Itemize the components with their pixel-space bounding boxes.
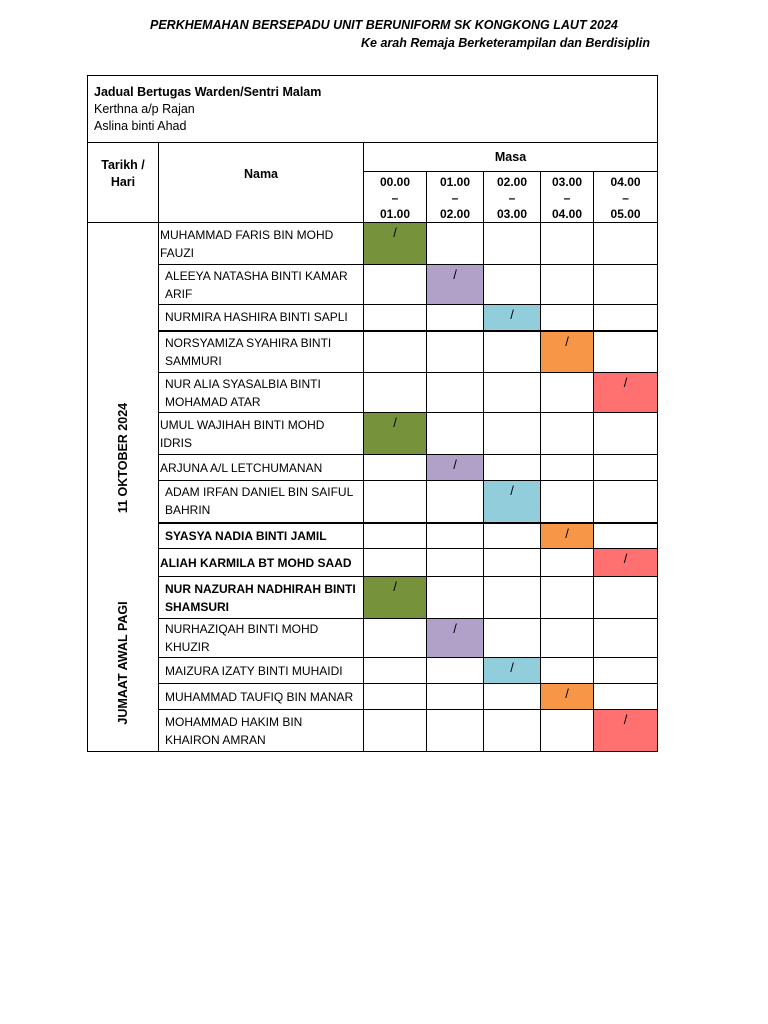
time-slot-header-1 (427, 172, 484, 223)
empty-slot-cell (541, 577, 594, 619)
empty-slot-cell (484, 455, 541, 481)
empty-slot-cell (364, 523, 427, 549)
time-slot-start: 04.00 (610, 175, 641, 189)
empty-slot-cell (594, 523, 658, 549)
duty-mark-cell: / (364, 413, 427, 455)
empty-slot-cell (541, 710, 594, 752)
duty-mark-cell: / (594, 549, 658, 577)
empty-slot-cell (541, 481, 594, 523)
table-row (88, 265, 658, 305)
day-label: JUMAAT AWAL PAGI (116, 601, 130, 725)
empty-slot-cell (541, 413, 594, 455)
empty-slot-cell (484, 619, 541, 658)
duty-mark-cell: / (594, 710, 658, 752)
warden-name-1: Kerthna a/p Rajan (94, 101, 195, 116)
empty-slot-cell (594, 684, 658, 710)
time-slot-end: 04.00 (551, 207, 583, 221)
empty-slot-cell (484, 710, 541, 752)
student-name: MAIZURA IZATY BINTI MUHAIDI (159, 658, 364, 684)
student-name: NURHAZIQAH BINTI MOHD KHUZIR (159, 619, 364, 658)
table-row (88, 223, 658, 265)
empty-slot-cell (541, 455, 594, 481)
time-slot-dash: – (508, 191, 516, 205)
time-slot-start: 01.00 (439, 175, 471, 189)
empty-slot-cell (541, 619, 594, 658)
empty-slot-cell (427, 684, 484, 710)
duty-mark-cell: / (594, 373, 658, 413)
student-name: NUR ALIA SYASALBIA BINTI MOHAMAD ATAR (159, 373, 364, 413)
time-slot-dash: – (622, 191, 629, 205)
time-slot-end: 02.00 (439, 207, 471, 221)
student-name: NURMIRA HASHIRA BINTI SAPLI (159, 305, 364, 331)
student-name: UMUL WAJIHAH BINTI MOHD IDRIS (159, 413, 364, 455)
empty-slot-cell (364, 265, 427, 305)
empty-slot-cell (427, 710, 484, 752)
table-row (88, 684, 658, 710)
column-header-masa: Masa (364, 143, 658, 172)
empty-slot-cell (484, 331, 541, 373)
time-slot-end: 03.00 (496, 207, 528, 221)
table-row (88, 523, 658, 549)
empty-slot-cell (364, 549, 427, 577)
empty-slot-cell (364, 455, 427, 481)
document-title: PERKHEMAHAN BERSEPADU UNIT BERUNIFORM SK KONGKONG LAUT 2024 (150, 18, 618, 32)
date-day-cell (88, 223, 159, 752)
empty-slot-cell (427, 577, 484, 619)
table-row (88, 658, 658, 684)
empty-slot-cell (364, 373, 427, 413)
roster-info (88, 76, 658, 143)
empty-slot-cell (594, 331, 658, 373)
empty-slot-cell (484, 413, 541, 455)
warden-name-2: Aslina binti Ahad (94, 118, 187, 133)
empty-slot-cell (484, 223, 541, 265)
time-slot-header-3 (541, 172, 594, 223)
student-name: MUHAMMAD TAUFIQ BIN MANAR (159, 684, 364, 710)
table-row (88, 619, 658, 658)
time-slot-end: 05.00 (610, 207, 641, 221)
duty-mark-cell: / (427, 265, 484, 305)
time-slot-dash: – (391, 191, 399, 205)
student-name: ADAM IRFAN DANIEL BIN SAIFUL BAHRIN (159, 481, 364, 523)
duty-mark-cell: / (364, 577, 427, 619)
empty-slot-cell (364, 684, 427, 710)
empty-slot-cell (364, 710, 427, 752)
empty-slot-cell (427, 523, 484, 549)
duty-mark-cell: / (541, 523, 594, 549)
table-row (88, 331, 658, 373)
empty-slot-cell (427, 373, 484, 413)
hari-label: Hari (110, 175, 136, 189)
table-row (88, 710, 658, 752)
empty-slot-cell (484, 523, 541, 549)
duty-mark-cell: / (427, 455, 484, 481)
student-name: ALIAH KARMILA BT MOHD SAAD (159, 549, 364, 577)
student-name: NUR NAZURAH NADHIRAH BINTI SHAMSURI (159, 577, 364, 619)
empty-slot-cell (484, 577, 541, 619)
roster-title: Jadual Bertugas Warden/Sentri Malam (94, 84, 322, 99)
table-row (88, 305, 658, 331)
time-slot-header-4 (594, 172, 658, 223)
empty-slot-cell (541, 223, 594, 265)
time-slot-end: 01.00 (379, 207, 411, 221)
empty-slot-cell (594, 481, 658, 523)
time-slot-header-2 (484, 172, 541, 223)
duty-mark-cell: / (364, 223, 427, 265)
empty-slot-cell (594, 619, 658, 658)
empty-slot-cell (594, 413, 658, 455)
student-name: SYASYA NADIA BINTI JAMIL (159, 523, 364, 549)
duty-mark-cell: / (541, 331, 594, 373)
student-name: MOHAMMAD HAKIM BIN KHAIRON AMRAN (159, 710, 364, 752)
empty-slot-cell (484, 684, 541, 710)
time-slot-dash: – (563, 191, 571, 205)
table-row (88, 455, 658, 481)
empty-slot-cell (427, 331, 484, 373)
student-name: ALEEYA NATASHA BINTI KAMAR ARIF (159, 265, 364, 305)
empty-slot-cell (364, 331, 427, 373)
student-name: NORSYAMIZA SYAHIRA BINTI SAMMURI (159, 331, 364, 373)
empty-slot-cell (594, 658, 658, 684)
empty-slot-cell (594, 265, 658, 305)
empty-slot-cell (541, 549, 594, 577)
empty-slot-cell (427, 658, 484, 684)
column-header-nama: Nama (159, 143, 364, 223)
empty-slot-cell (427, 549, 484, 577)
empty-slot-cell (364, 481, 427, 523)
empty-slot-cell (541, 658, 594, 684)
empty-slot-cell (594, 577, 658, 619)
tarikh-label: Tarikh / (101, 158, 145, 172)
empty-slot-cell (484, 549, 541, 577)
duty-mark-cell: / (484, 481, 541, 523)
student-name: ARJUNA A/L LETCHUMANAN (159, 455, 364, 481)
empty-slot-cell (427, 305, 484, 331)
empty-slot-cell (484, 265, 541, 305)
time-slot-start: 02.00 (496, 175, 528, 189)
empty-slot-cell (364, 305, 427, 331)
duty-mark-cell: / (427, 619, 484, 658)
empty-slot-cell (541, 305, 594, 331)
document-subtitle: Ke arah Remaja Berketerampilan dan Berdisiplin (361, 36, 650, 50)
empty-slot-cell (364, 658, 427, 684)
empty-slot-cell (427, 223, 484, 265)
empty-slot-cell (484, 373, 541, 413)
empty-slot-cell (427, 413, 484, 455)
empty-slot-cell (594, 455, 658, 481)
duty-mark-cell: / (484, 658, 541, 684)
empty-slot-cell (541, 265, 594, 305)
table-row (88, 413, 658, 455)
table-row (88, 373, 658, 413)
table-row (88, 481, 658, 523)
date-label: 11 OKTOBER 2024 (116, 402, 130, 514)
time-slot-start: 03.00 (551, 175, 583, 189)
time-slot-header-0 (364, 172, 427, 223)
time-slot-start: 00.00 (379, 175, 411, 189)
empty-slot-cell (594, 223, 658, 265)
duty-mark-cell: / (541, 684, 594, 710)
empty-slot-cell (427, 481, 484, 523)
table-row (88, 577, 658, 619)
student-name: MUHAMMAD FARIS BIN MOHD FAUZI (159, 223, 364, 265)
table-row (88, 549, 658, 577)
empty-slot-cell (364, 619, 427, 658)
duty-roster-table (87, 75, 658, 752)
duty-mark-cell: / (484, 305, 541, 331)
empty-slot-cell (541, 373, 594, 413)
empty-slot-cell (594, 305, 658, 331)
time-slot-dash: – (451, 191, 459, 205)
column-header-tarikh (88, 143, 159, 223)
